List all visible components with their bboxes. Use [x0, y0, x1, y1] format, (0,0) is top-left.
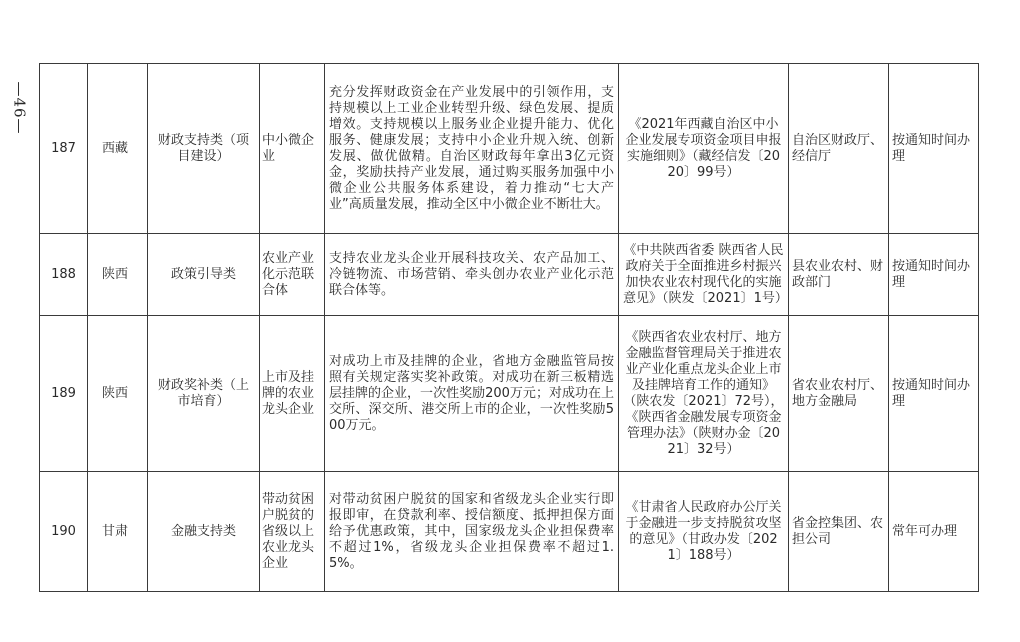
basis-cell: 《中共陕西省委 陕西省人民政府关于全面推进乡村振兴加快农业农村现代化的实施意见》（陕发〔2021〕1号） [619, 234, 789, 316]
province-cell: 甘肃 [88, 472, 148, 592]
policy-type-cell: 财政支持类（项目建设） [148, 64, 260, 234]
policy-type-cell: 金融支持类 [148, 472, 260, 592]
basis-cell: 《陕西省农业农村厅、地方金融监督管理局关于推进农业产业化重点龙头企业上市及挂牌培育工作的通知》（陕农发〔2021〕72号），《陕西省金融发展专项资金管理办法》（陕财办金〔2021〕32号） [619, 316, 789, 472]
time-cell: 常年可办理 [889, 472, 979, 592]
time-cell: 按通知时间办理 [889, 64, 979, 234]
table-row [40, 316, 979, 472]
province-cell: 陕西 [88, 234, 148, 316]
province-cell: 西藏 [88, 64, 148, 234]
row-number: 188 [40, 234, 88, 316]
target-cell: 中小微企业 [260, 64, 325, 234]
department-cell: 县农业农村、财政部门 [789, 234, 889, 316]
policy-table [39, 63, 979, 592]
table-row [40, 234, 979, 316]
department-cell: 自治区财政厅、经信厅 [789, 64, 889, 234]
target-cell: 上市及挂牌的农业龙头企业 [260, 316, 325, 472]
policy-type-cell: 财政奖补类（上市培育） [148, 316, 260, 472]
policy-type-cell: 政策引导类 [148, 234, 260, 316]
row-number: 187 [40, 64, 88, 234]
page-number [2, 48, 38, 168]
content-cell: 对带动贫困户脱贫的国家和省级龙头企业实行即报即审，在贷款利率、授信额度、抵押担保方面给予优惠政策，其中，国家级龙头企业担保费率不超过1%，省级龙头企业担保费率不超过1.5%。 [325, 472, 619, 592]
basis-cell: 《2021年西藏自治区中小企业发展专项资金项目申报实施细则》（藏经信发〔2020〕99号） [619, 64, 789, 234]
time-cell: 按通知时间办理 [889, 316, 979, 472]
page-number-text: —46— [11, 81, 29, 135]
target-cell: 农业产业化示范联合体 [260, 234, 325, 316]
department-cell: 省金控集团、农担公司 [789, 472, 889, 592]
table-row [40, 64, 979, 234]
target-cell: 带动贫困户脱贫的省级以上农业龙头企业 [260, 472, 325, 592]
content-cell: 充分发挥财政资金在产业发展中的引领作用，支持规模以上工业企业转型升级、绿色发展、提质增效。支持规模以上服务业企业提升能力、优化服务、健康发展；支持中小企业升规入统、创新发展、做优做精。自治区财政每年拿出3亿元资金，奖励扶持产业发展，通过购买服务加强中小微企业公共服务体系建设，着力推动“七大产业”高质量发展，推动全区中小微企业不断壮大。 [325, 64, 619, 234]
row-number: 190 [40, 472, 88, 592]
time-cell: 按通知时间办理 [889, 234, 979, 316]
row-number: 189 [40, 316, 88, 472]
basis-cell: 《甘肃省人民政府办公厅关于金融进一步支持脱贫攻坚的意见》（甘政办发〔2021〕188号） [619, 472, 789, 592]
content-cell: 支持农业龙头企业开展科技攻关、农产品加工、冷链物流、市场营销、牵头创办农业产业化示范联合体等。 [325, 234, 619, 316]
department-cell: 省农业农村厅、地方金融局 [789, 316, 889, 472]
province-cell: 陕西 [88, 316, 148, 472]
content-cell: 对成功上市及挂牌的企业，省地方金融监管局按照有关规定落实奖补政策。对成功在新三板精选层挂牌的企业，一次性奖励200万元；对成功在上交所、深交所、港交所上市的企业，一次性奖励500万元。 [325, 316, 619, 472]
table-row [40, 472, 979, 592]
